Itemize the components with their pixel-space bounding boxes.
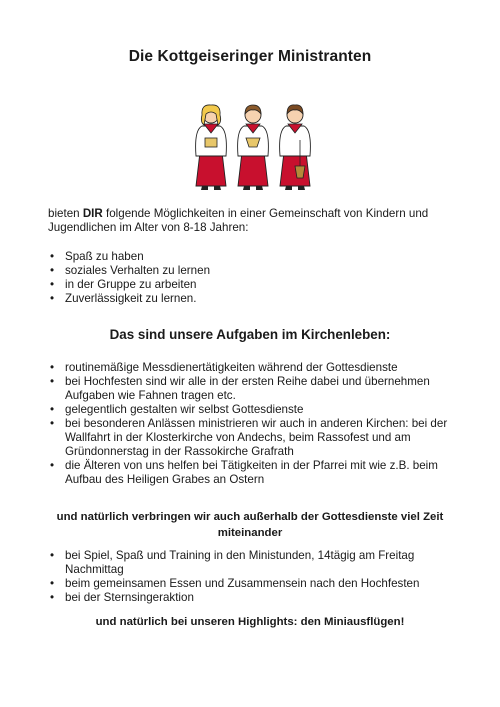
list-item: • die Älteren von uns helfen bei Tätigkeiten in der Pfarrei mit wie z.B. beim Aufbau des Heiligen Grabes an Ostern [50, 459, 438, 486]
closing-line: und natürlich bei unseren Highlights: den Miniausflügen! [95, 616, 405, 628]
tasks-heading: Das sind unsere Aufgaben im Kirchenleben: [109, 327, 391, 342]
altar-server-3 [280, 105, 311, 190]
list-item: • bei Spiel, Spaß und Training in den Ministunden, 14tägig am Freitag Nachmittag [50, 549, 415, 576]
tasks-list [48, 361, 458, 487]
altar-server-2 [238, 105, 269, 190]
list-item: • routinemäßige Messdienertätigkeiten während der Gottesdienste [50, 361, 398, 374]
list-item: • bei Hochfesten sind wir alle in der ersten Reihe dabei und übernehmen Aufgaben wie Fahnen tragen etc. [50, 375, 430, 402]
intro-emphasis: DIR [82, 207, 103, 220]
benefits-list [48, 250, 210, 306]
list-item: • gelegentlich gestalten wir selbst Gottesdienste [50, 403, 304, 416]
altar-servers-illustration [188, 100, 320, 196]
list-item: • soziales Verhalten zu lernen [50, 264, 211, 277]
intro-suffix: folgende Möglichkeiten in einer Gemeinschaft von Kindern und Jugendlichen im Alter von 8-18 Jahren: [48, 207, 429, 234]
list-item: • Zuverlässigkeit zu lernen. [50, 292, 197, 305]
list-item: • Spaß zu haben [50, 250, 144, 263]
list-item: • bei der Sternsingeraktion [50, 591, 194, 604]
leisure-list [48, 549, 458, 605]
leisure-heading: und natürlich verbringen wir auch außerhalb der Gottesdienste viel Zeit miteinander [56, 511, 444, 539]
list-item: • bei besonderen Anlässen ministrieren wir auch in anderen Kirchen: bei der Wallfahrt in der Klosterkirche von Andechs, beim Rassofest und am Gründonnerstag in der Rassokirche Grafrath [50, 417, 448, 458]
intro-prefix: bieten [48, 207, 83, 220]
list-item: • in der Gruppe zu arbeiten [50, 278, 197, 291]
intro-text [48, 207, 458, 235]
list-item: • beim gemeinsamen Essen und Zusammensein nach den Hochfesten [50, 577, 420, 590]
page-title: Die Kottgeiseringer Ministranten [128, 48, 372, 65]
altar-server-1 [196, 105, 227, 190]
